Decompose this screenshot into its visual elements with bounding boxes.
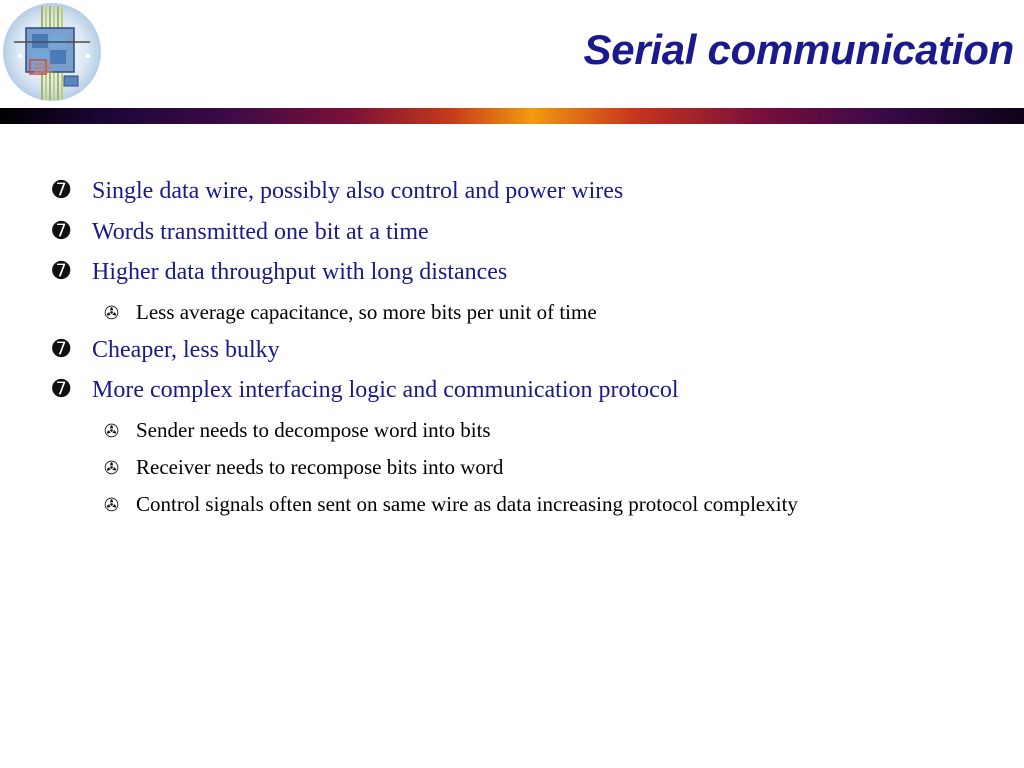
pen-icon: ✇ xyxy=(104,457,120,478)
title-divider xyxy=(0,108,1024,124)
bullet-text: More complex interfacing logic and communication protocol xyxy=(92,377,679,403)
curved-arrow-icon: ➐ xyxy=(52,335,71,361)
bullet-text: Cheaper, less bulky xyxy=(92,336,280,363)
bullet-text: Words transmitted one bit at a time xyxy=(92,218,429,245)
bullet-text: Single data wire, possibly also control and power wires xyxy=(92,178,624,204)
slide-title: Serial communication xyxy=(583,26,1014,73)
pen-icon: ✇ xyxy=(104,420,120,441)
bullet-list xyxy=(52,178,1014,529)
sub-bullet-text: Control signals often sent on same wire as data increasing protocol complexity xyxy=(136,491,798,516)
curved-arrow-icon: ➐ xyxy=(52,376,71,401)
bullet-item xyxy=(52,178,1014,219)
sub-bullet-text: Receiver needs to recompose bits into word xyxy=(136,454,504,479)
curved-arrow-icon: ➐ xyxy=(52,258,71,283)
sub-bullet-item xyxy=(52,418,1014,455)
curved-arrow-icon: ➐ xyxy=(52,217,71,243)
bullet-item xyxy=(52,337,1014,378)
curved-arrow-icon: ➐ xyxy=(52,177,71,202)
logo-chip-icon xyxy=(2,2,104,104)
pen-icon: ✇ xyxy=(104,302,120,323)
pen-icon: ✇ xyxy=(104,494,120,515)
sub-bullet-item xyxy=(52,455,1014,492)
bullet-item xyxy=(52,219,1014,260)
bullet-text: Higher data throughput with long distances xyxy=(92,259,508,285)
sub-bullet-item xyxy=(52,492,1014,529)
sub-bullet-item xyxy=(52,300,1014,337)
sub-bullet-text: Sender needs to decompose word into bits xyxy=(136,417,491,442)
bullet-item xyxy=(52,259,1014,300)
sub-bullet-text: Less average capacitance, so more bits per unit of time xyxy=(136,299,597,324)
bullet-item xyxy=(52,377,1014,418)
